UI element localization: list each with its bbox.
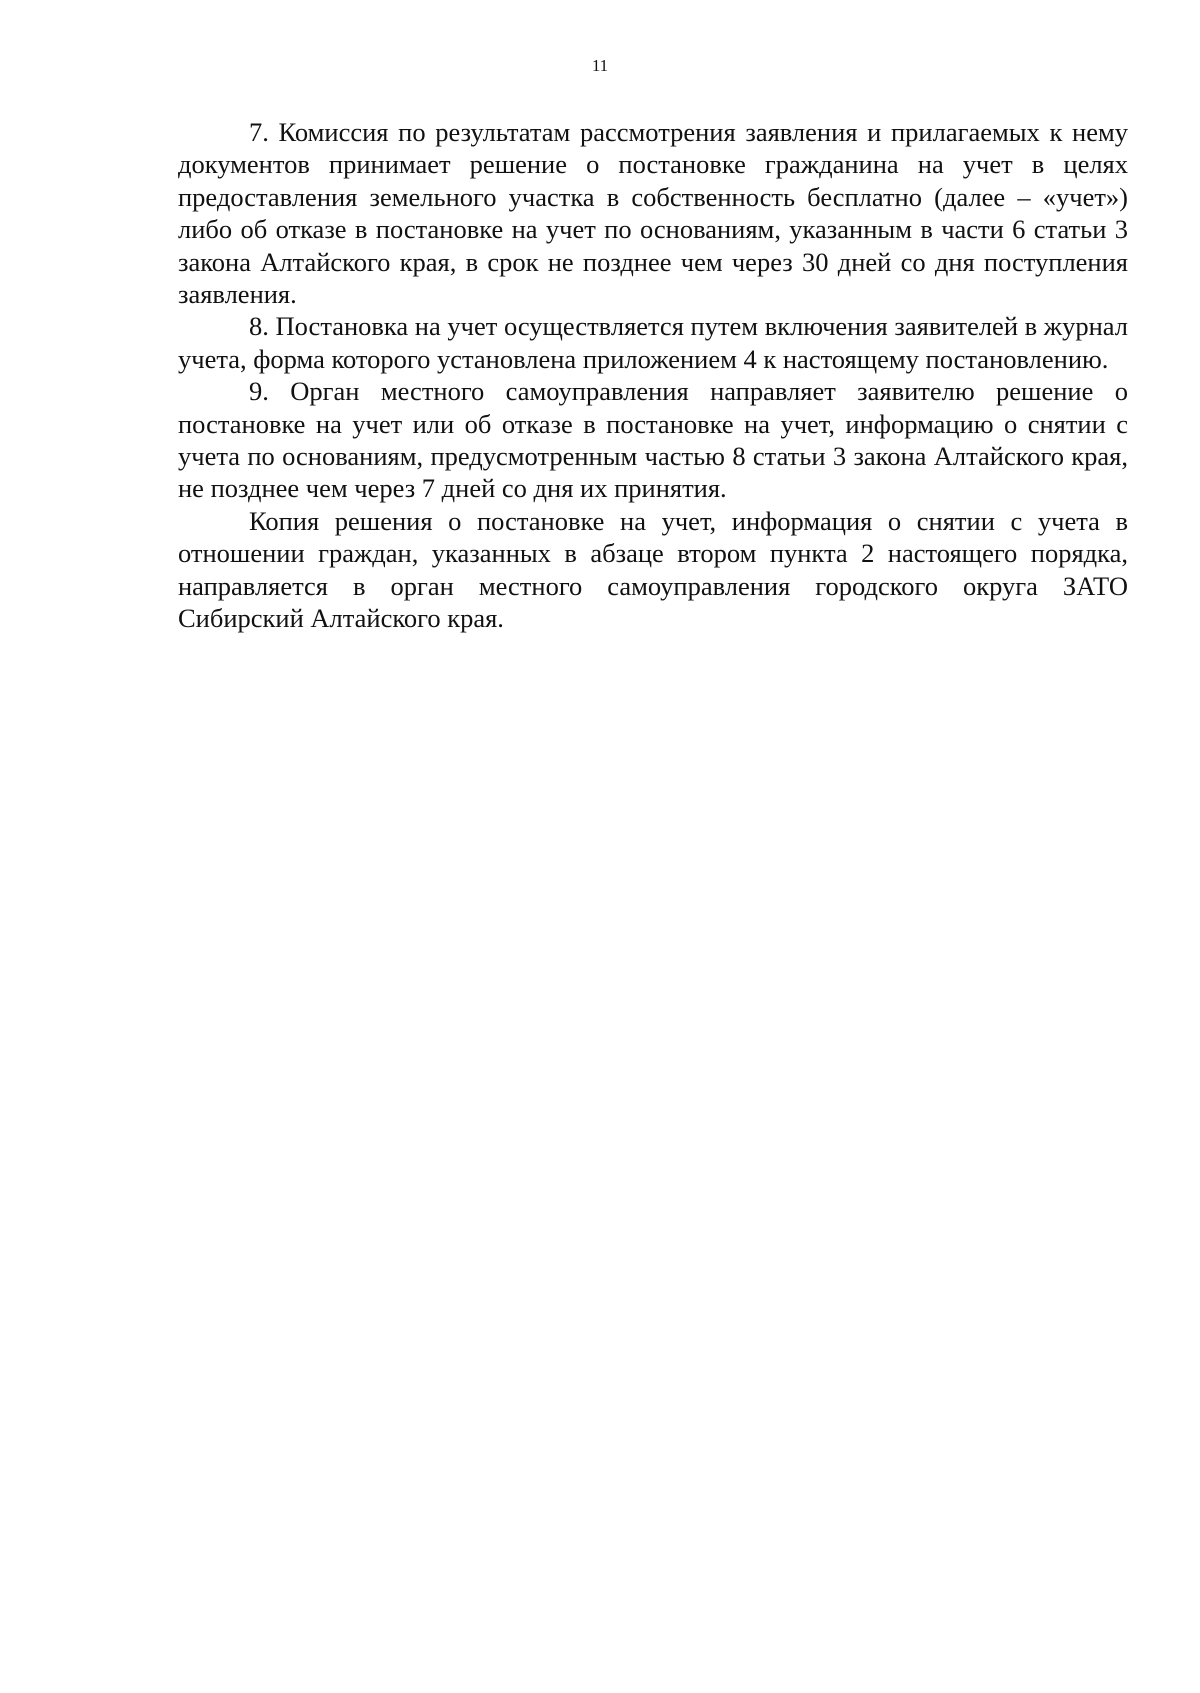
paragraph-item-9: 9. Орган местного самоуправления направляет заявителю решение о постановке на учет или об отказе в постановке на учет, информацию о снятии с учета по основаниям, предусмотренным частью 8 статьи 3 закона Алтайского края, не позднее чем через 7 дней со дня их принятия. (178, 376, 1128, 504)
page-number: 11 (591, 56, 609, 75)
paragraph-item-7: 7. Комиссия по результатам рассмотрения заявления и прилагаемых к нему документов принимает решение о постановке гражданина на учет в целях предоставления земельного участка в собственность бесплатно (далее – «учет») либо об отказе в постановке на учет по основаниям, указанным в части 6 статьи 3 закона Алтайского края, в срок не позднее чем через 30 дней со дня поступления заявления. (178, 117, 1128, 310)
paragraph-item-8: 8. Постановка на учет осуществляется путем включения заявителей в журнал учета, форма которого установлена приложением 4 к настоящему постановлению. (178, 311, 1128, 374)
document-body (178, 116, 1128, 635)
paragraph-copy-of-decision: Копия решения о постановке на учет, информация о снятии с учета в отношении граждан, указанных в абзаце втором пункта 2 настоящего порядка, направляется в орган местного самоуправления городского округа ЗАТО Сибирский Алтайского края. (178, 505, 1128, 634)
